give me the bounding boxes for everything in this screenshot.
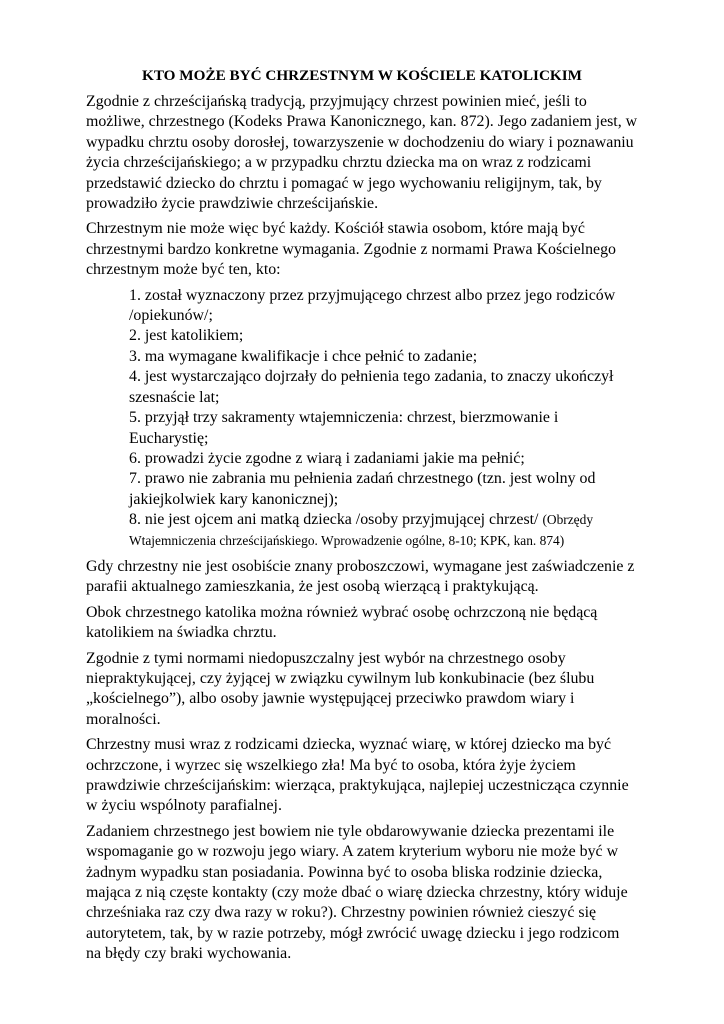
document-title: KTO MOŻE BYĆ CHRZESTNYM W KOŚCIELE KATOLICKIM	[142, 67, 582, 84]
requirements-list	[129, 286, 638, 551]
faith-profession-paragraph: Chrzestny musi wraz z rodzicami dziecka, wyznać wiarę, w której dziecko ma być ochrzczone, i wyrzec się wszelkiego zła! Ma być to osoba, która żyje życiem prawdziwie chrześcijańskim: wierząca, praktykująca, najlepiej uczestnicząca czynnie w życiu wspólnoty parafialnej.	[86, 736, 629, 815]
requirement-item: 3. ma wymagane kwalifikacje i chce pełnić to zadanie;	[129, 347, 478, 365]
requirement-item: 2. jest katolikiem;	[129, 327, 244, 345]
requirement-8-source: (Obrzędy Wtajemniczenia chrześcijańskiego. Wprowadzenie ogólne, 8-10; KPK, kan. 874)	[129, 512, 594, 548]
requirement-item: 4. jest wystarczająco dojrzały do pełnienia tego zadania, to znaczy ukończył szesnaście lat;	[129, 368, 614, 406]
certificate-paragraph: Gdy chrzestny nie jest osobiście znany proboszczowi, wymagane jest zaświadczenie z parafii aktualnego zamieszkania, że jest osobą wierzącą i praktykującą.	[86, 557, 635, 596]
intro-paragraph: Zgodnie z chrześcijańską tradycją, przyjmujący chrzest powinien mieć, jeśli to możliwe, chrzestnego (Kodeks Prawa Kanonicznego, kan. 872). Jego zadaniem jest, w wypadku chrztu osoby dorosłej, towarzyszenie w dochodzeniu do wiary i poznawaniu życia chrześcijańskiego; a w przypadku chrztu dziecka ma on wraz z rodzicami przedstawić dziecko do chrztu i pomagać w jego wychowaniu religijnym, tak, by prowadziło życie prawdziwie chrześcijańskie.	[86, 93, 638, 213]
requirement-item: 1. został wyznaczony przez przyjmującego chrzest albo przez jego rodziców /opiekunów/;	[129, 286, 616, 325]
witness-paragraph: Obok chrzestnego katolika można również wybrać osobę ochrzczoną nie będącą katolikiem na świadka chrztu.	[86, 603, 598, 642]
requirements-intro-paragraph: Chrzestnym nie może więc być każdy. Kościół stawia osobom, które mają być chrzestnymi bardzo konkretne wymagania. Zgodnie z normami Prawa Kościelnego chrzestnym może być ten, kto:	[86, 220, 616, 279]
godparent-role-paragraph: Zadaniem chrzestnego jest bowiem nie tyle obdarowywanie dziecka prezentami ile wspomaganie go w rozwoju jego wiary. A zatem kryterium wyboru nie może być w żadnym wypadku stan posiadania. Powinna być to osoba bliska rodzinie dziecka, mająca z nią częste kontakty (czy może dbać o wiarę dziecka chrzestny, który widuje chrześniaka raz czy dwa razy w roku?). Chrzestny powinien również cieszyć się autorytetem, tak, by w razie potrzeby, mógł zwrócić uwagę dziecku i jego rodzicom na błędy czy braki wychowania.	[86, 822, 628, 963]
exclusions-paragraph: Zgodnie z tymi normami niedopuszczalny jest wybór na chrzestnego osoby niepraktykującej, czy żyjącej w związku cywilnym lub konkubinacie (bez ślubu „kościelnego”), albo osoby jawnie występującej przeciwko prawdom wiary i moralności.	[86, 649, 595, 728]
requirement-item-8	[129, 510, 638, 551]
requirement-item: 6. prowadzi życie zgodne z wiarą i zadaniami jakie ma pełnić;	[129, 449, 525, 467]
requirement-item: 5. przyjął trzy sakramenty wtajemniczenia: chrzest, bierzmowanie i Eucharystię;	[129, 409, 559, 447]
document-page	[86, 64, 638, 970]
requirement-item: 7. prawo nie zabrania mu pełnienia zadań chrzestnego (tzn. jest wolny od jakiejkolwiek kary kanonicznej);	[129, 470, 596, 508]
requirement-8-text: 8. nie jest ojcem ani matką dziecka /osoby przyjmującej chrzest/	[129, 511, 543, 529]
